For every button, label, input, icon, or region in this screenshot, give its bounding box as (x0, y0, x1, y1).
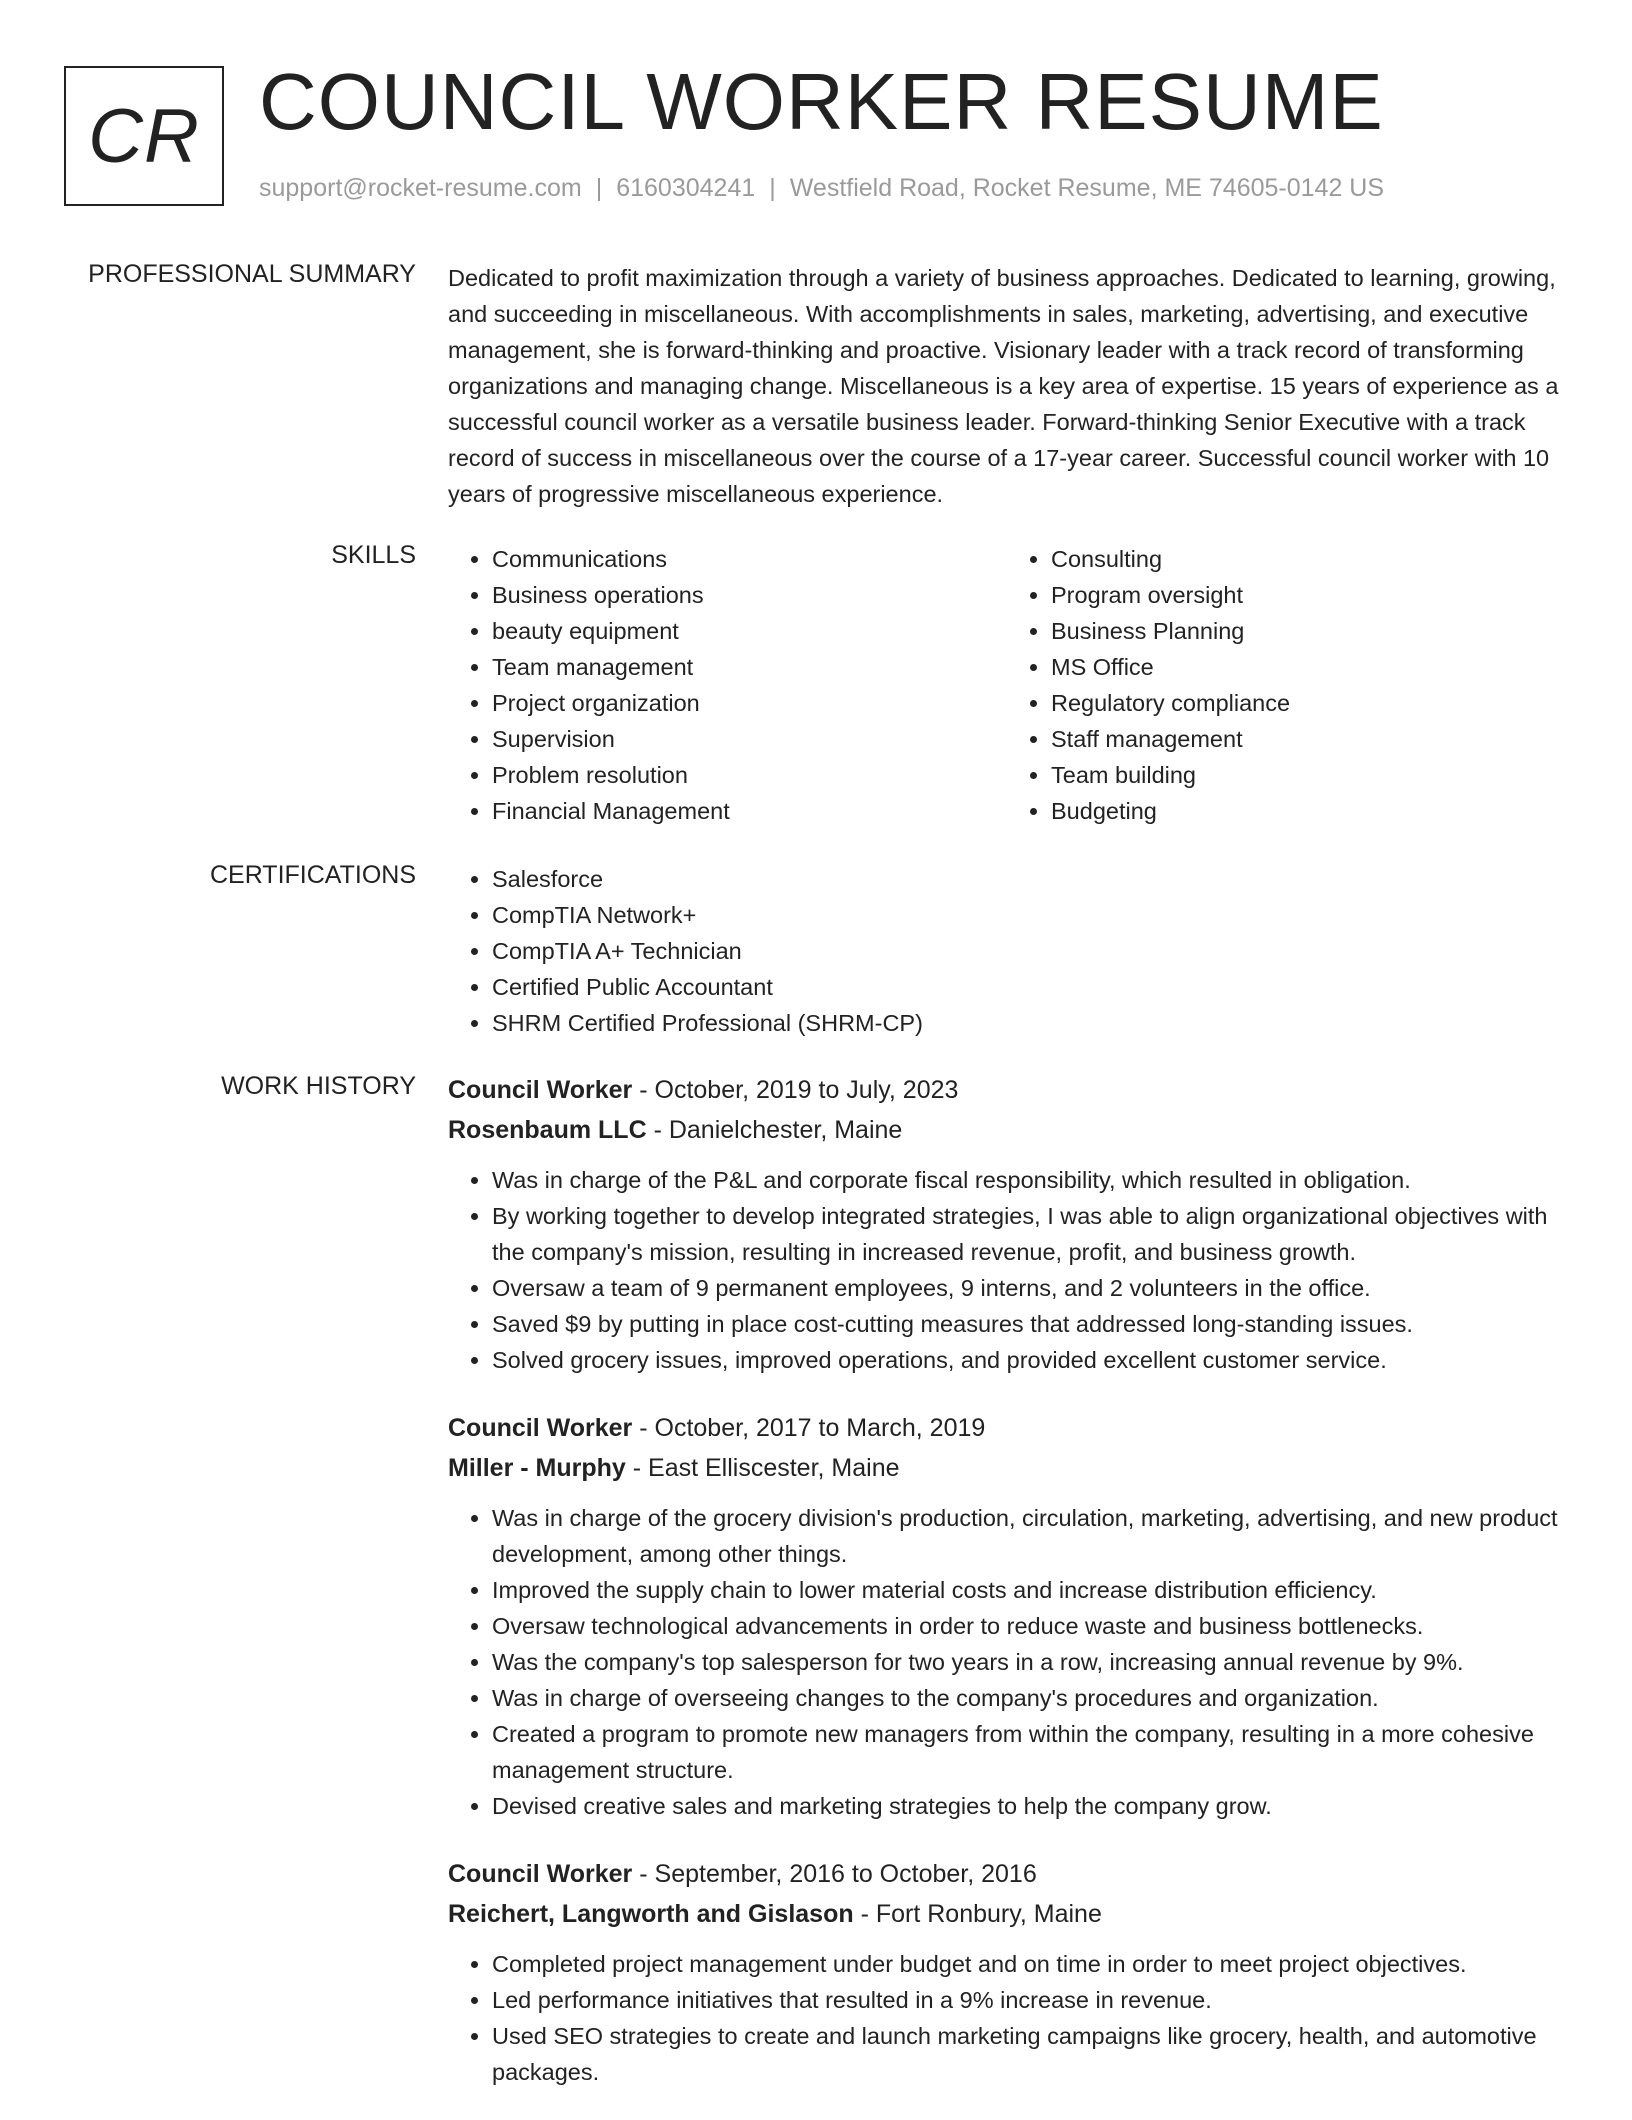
job-dates: - September, 2016 to October, 2016 (632, 1860, 1037, 1888)
job-company-line (448, 1894, 1566, 1934)
list-item: • Regulatory compliance (1051, 685, 1566, 721)
list-item: • CompTIA Network+ (492, 897, 1566, 933)
list-item: • Oversaw a team of 9 permanent employees, 9 interns, and 2 volunteers in the office. (492, 1270, 1566, 1306)
job-company: Miller - Murphy (448, 1454, 626, 1482)
list-item: • Business operations (492, 577, 1007, 613)
contact-email[interactable]: support@rocket-resume.com (259, 174, 582, 202)
list-item: • Certified Public Accountant (492, 969, 1566, 1005)
list-item: • Salesforce (492, 861, 1566, 897)
job-title: Council Worker (448, 1414, 633, 1442)
monogram-text: CR (88, 93, 200, 179)
job-company: Reichert, Langworth and Gislason (448, 1900, 854, 1928)
separator: | (595, 174, 603, 202)
list-item: • MS Office (1051, 649, 1566, 685)
monogram-badge (64, 66, 224, 206)
list-item: • SHRM Certified Professional (SHRM-CP) (492, 1005, 1566, 1041)
job-dates: - October, 2017 to March, 2019 (632, 1414, 986, 1442)
section-label-skills: SKILLS (331, 541, 416, 569)
list-item: • CompTIA A+ Technician (492, 933, 1566, 969)
list-item: • Budgeting (1051, 793, 1566, 829)
list-item: • Team building (1051, 757, 1566, 793)
skills-list-left (448, 541, 1007, 829)
job-dates: - October, 2019 to July, 2023 (632, 1076, 959, 1104)
list-item: • Solved grocery issues, improved operations, and provided excellent customer service. (492, 1342, 1566, 1378)
section-label-summary: PROFESSIONAL SUMMARY (88, 260, 416, 288)
list-item: • Oversaw technological advancements in order to reduce waste and business bottlenecks. (492, 1608, 1566, 1644)
list-item: • By working together to develop integrated strategies, I was able to align organizational objectives with the company's mission, resulting in increased revenue, profit, and business growth. (492, 1198, 1566, 1270)
certifications-list (448, 861, 1566, 1041)
skills-list-right (1007, 541, 1566, 829)
job-entry (448, 1854, 1566, 2090)
certifications-body (448, 861, 1566, 1041)
list-item: • Staff management (1051, 721, 1566, 757)
job-bullets (448, 1162, 1566, 1378)
list-item: • Financial Management (492, 793, 1007, 829)
separator: | (769, 174, 776, 202)
job-entry (448, 1408, 1566, 1824)
job-company-line (448, 1110, 1566, 1150)
job-company-line (448, 1448, 1566, 1488)
resume-title: COUNCIL WORKER RESUME (259, 57, 1384, 146)
job-title: Council Worker (448, 1860, 633, 1888)
job-title-line (448, 1408, 1566, 1448)
list-item: • Business Planning (1051, 613, 1566, 649)
job-company: Rosenbaum LLC (448, 1116, 647, 1144)
job-title-line (448, 1854, 1566, 1894)
list-item: • Project organization (492, 685, 1007, 721)
job-title: Council Worker (448, 1076, 633, 1104)
list-item: • Devised creative sales and marketing strategies to help the company grow. (492, 1788, 1566, 1824)
list-item: • Was the company's top salesperson for two years in a row, increasing annual revenue by 9%. (492, 1644, 1566, 1680)
list-item: • Communications (492, 541, 1007, 577)
list-item: • beauty equipment (492, 613, 1007, 649)
job-entry (448, 1070, 1566, 1378)
skills-columns (448, 541, 1566, 829)
job-location: - Danielchester, Maine (646, 1116, 903, 1144)
work-history-body (448, 1070, 1566, 2120)
list-item: • Was in charge of the P&L and corporate fiscal responsibility, which resulted in obligation. (492, 1162, 1566, 1198)
section-label-work-history: WORK HISTORY (221, 1072, 416, 1100)
list-item: • Used SEO strategies to create and launch marketing campaigns like grocery, health, and automotive packages. (492, 2018, 1566, 2090)
contact-address: Westfield Road, Rocket Resume, ME 74605-0142 US (789, 174, 1385, 202)
job-location: - East Elliscester, Maine (625, 1454, 900, 1482)
list-item: • Was in charge of overseeing changes to the company's procedures and organization. (492, 1680, 1566, 1716)
contact-phone[interactable]: 6160304241 (616, 174, 756, 202)
job-title-line (448, 1070, 1566, 1110)
list-item: • Led performance initiatives that resulted in a 9% increase in revenue. (492, 1982, 1566, 2018)
list-item: • Saved $9 by putting in place cost-cutting measures that addressed long-standing issues. (492, 1306, 1566, 1342)
list-item: • Consulting (1051, 541, 1566, 577)
list-item: • Team management (492, 649, 1007, 685)
list-item: • Program oversight (1051, 577, 1566, 613)
list-item: • Problem resolution (492, 757, 1007, 793)
contact-line (259, 174, 1384, 203)
job-bullets (448, 1500, 1566, 1824)
list-item: • Completed project management under budget and on time in order to meet project objectives. (492, 1946, 1566, 1982)
list-item: • Improved the supply chain to lower material costs and increase distribution efficiency. (492, 1572, 1566, 1608)
summary-text: Dedicated to profit maximization through a variety of business approaches. Dedicated to learning, growing, and succeeding in miscellaneous. With accomplishments in sales, marketing, advertising, and executive management, she is forward-thinking and proactive. Visionary leader with a track record of transforming organizations and managing change. Miscellaneous is a key area of expertise. 15 years of experience as a successful council worker as a versatile business leader. Forward-thinking Senior Executive with a track record of success in miscellaneous over the course of a 17-year career. Successful council worker with 10 years of progressive miscellaneous experience. (448, 265, 1559, 507)
list-item: • Was in charge of the grocery division's production, circulation, marketing, advertising, and new product development, among other things. (492, 1500, 1566, 1572)
section-label-certifications: CERTIFICATIONS (209, 861, 416, 889)
job-location: - Fort Ronbury, Maine (853, 1900, 1102, 1928)
list-item: • Supervision (492, 721, 1007, 757)
list-item: • Created a program to promote new managers from within the company, resulting in a more cohesive management structure. (492, 1716, 1566, 1788)
job-bullets (448, 1946, 1566, 2090)
